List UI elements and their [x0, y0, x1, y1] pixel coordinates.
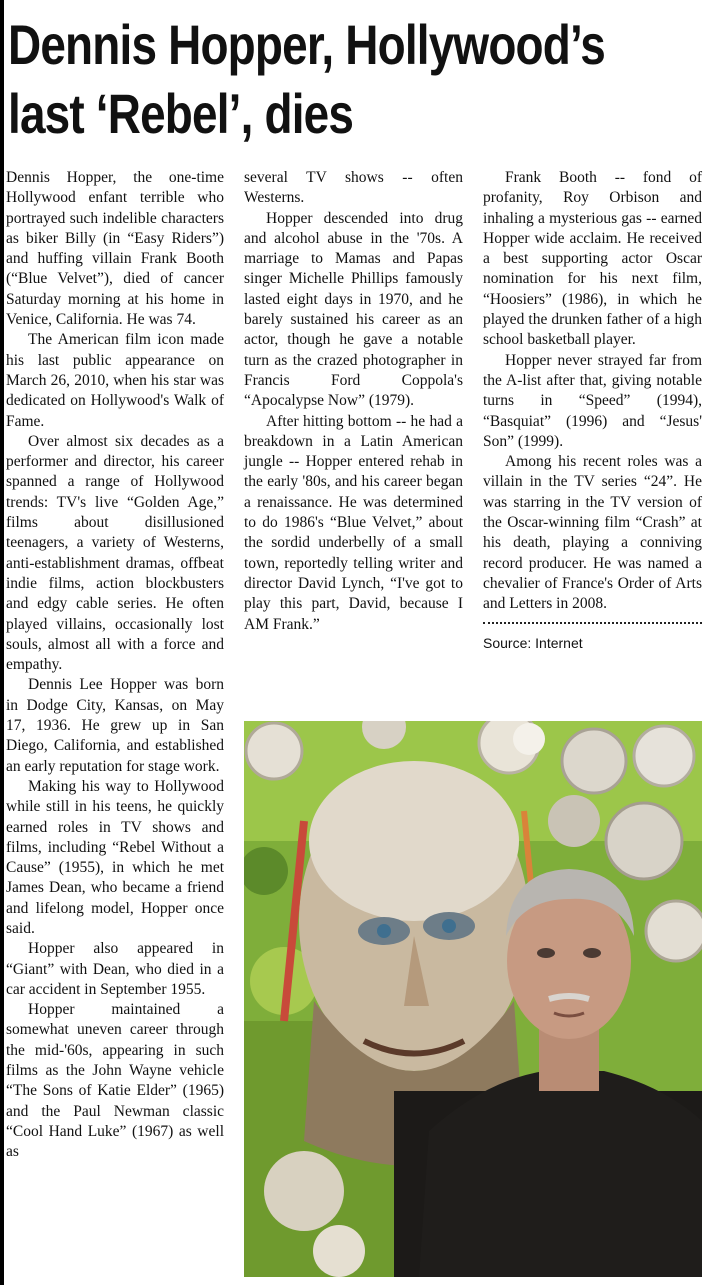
headline-line-1: Dennis Hopper, Hollywood’s — [8, 13, 605, 76]
paragraph: Making his way to Hollywood while still in his teens, he quickly earned roles in TV shows and films, including “Rebel Without a Cause” (1955), in which he met James Dean, who became a friend and lifelong model, Hopper once said. — [6, 777, 224, 937]
paragraph: After hitting bottom -- he had a breakdown in a Latin American jungle -- Hopper entered rehab in the early '80s, and his career began a renaissance. He was determined to do 1986's “Blue Velvet,” about the sordid underbelly of a small town, reportedly telling writer and director David Lynch, “I've got to play this part, David, because I AM Frank.” — [244, 412, 463, 633]
headline-line-2: last ‘Rebel’, dies — [8, 82, 354, 145]
paragraph: Dennis Hopper, the one-time Hollywood enfant terrible who portrayed such indelible characters as biker Billy (in “Easy Riders”) and huffing villain Frank Booth (“Blue Velvet”), died of cancer Saturday morning at his home in Venice, California. He was 74. — [6, 169, 224, 329]
paragraph: Among his recent roles was a villain in the TV series “24”. He was starring in the TV version of the Oscar-winning film “Crash” at his death, playing a conniving record producer. He was named a chevalier of France's Order of Arts and Letters in 2008. — [483, 453, 702, 613]
article-column-3 — [483, 168, 702, 652]
paragraph: Hopper maintained a somewhat uneven career through the mid-'60s, appearing in such films as the John Wayne vehicle “The Sons of Katie Elder” (1965) and the Paul Newman classic “Cool Hand Luke” (1967) as well as — [6, 1001, 224, 1161]
paragraph: Hopper also appeared in “Giant” with Dean, who died in a car accident in September 1955. — [6, 940, 224, 998]
paragraph: Hopper descended into drug and alcohol abuse in the '70s. A marriage to Mamas and Papas singer Michelle Phillips famously lasted eight days in 1970, and he barely sustained his career as an actor, though he gave a notable turn as the crazed photographer in Francis Ford Coppola's “Apocalypse Now” (1979). — [244, 209, 463, 410]
article-photo — [244, 721, 702, 1277]
paragraph: several TV shows -- often Westerns. — [244, 169, 463, 207]
headline — [8, 10, 605, 148]
paragraph: Frank Booth -- fond of profanity, Roy Orbison and inhaling a mysterious gas -- earned Hopper wide acclaim. He received a best supporting actor Oscar nomination for his next film, “Hoosiers” (1986), in which he played the drunken father of a high school basketball player. — [483, 169, 702, 349]
paragraph: The American film icon made his last public appearance on March 26, 2010, when his star was dedicated on Hollywood's Walk of Fame. — [6, 331, 224, 430]
dotted-divider — [483, 621, 702, 624]
paragraph: Hopper never strayed far from the A-list after that, giving notable turns in “Speed” (1994), “Basquiat” (1996) and “Jesus' Son” (1999). — [483, 351, 702, 450]
paragraph: Over almost six decades as a performer and director, his career spanned a range of Hollywood trends: TV's live “Golden Age,” films about disillusioned teenagers, a variety of Westerns, anti-establishment dramas, offbeat indie films, action blockbusters and edgy cable series. He often played villains, occasionally lost souls, almost all with a force and empathy. — [6, 432, 224, 674]
article-column-1 — [6, 168, 224, 1163]
photo-illustration — [244, 721, 702, 1277]
page-left-rule — [0, 0, 4, 1285]
paragraph: Dennis Lee Hopper was born in Dodge City, Kansas, on May 17, 1936. He grew up in San Diego, California, and established an early reputation for stage work. — [6, 676, 224, 775]
article-column-2 — [244, 168, 463, 635]
source-credit: Source: Internet — [483, 634, 583, 651]
